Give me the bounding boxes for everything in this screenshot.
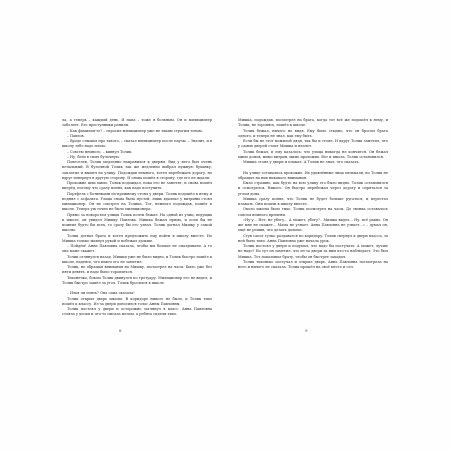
paragraph: Было страшно, как будто на всю улицу его было видно. Толик остановился и осмотрелся. Никого. Он быстро перебежал через дорогу и спрятался за углом дома.	[238, 181, 388, 196]
paragraph: – Совсем немного, – кивнул Толик.	[67, 149, 133, 154]
paragraph: Стук сапог гулко раздавался по коридору. Толик свернул к двери класса, за ней было тихо. Анна Павловна уже начала урок.	[238, 233, 388, 243]
right-page-text	[238, 118, 388, 270]
paragraph: Мишка, подождав, посмотрел на брата, когда тот всё же подошёл к нему, и Толик, не торопясь, пошёл к школе.	[238, 118, 388, 128]
paragraph: Толик открыл дверь школы. В коридоре никого не было, и Толик тихо пошёл к классу. Из-за двери доносился голос Анны Павловны.	[62, 296, 212, 306]
paragraph: На улице оставались прохожие. Их удивлённые лица мелькали, но Толик не обращал на них никакого внимания.	[238, 170, 388, 180]
paragraph: Портфель с ботинками по-прежнему стоял у двери. Толик подошёл к нему и поднял с асфальта. Улица снова была пустой, лишь вдалеке у витрины стоял милиционер. Он не смотрел на Толика. Тот, немного подождав, пошёл к школе. Теперь уж точно не было милиционера.	[62, 191, 212, 212]
paragraph: Толик догнал брата и хотел предложить ему пойти в школу вместе. Но Мишка только махнул рукой и побежал дальше.	[62, 233, 212, 243]
right-page-number: 9	[305, 328, 308, 333]
paragraph: Толик бежал, ничего не видя. Ему было стыдно, что он бросил брата одного, и теперь не знал, как ему быть.	[238, 128, 388, 138]
paragraph: Толик тихонько постучал и открыл дверь. Анна Павловна посмотрела на него и ничего не сказала. Толик прошёл на своё место и сел.	[238, 259, 388, 269]
paragraph: Если бы не этот пожилой дядя, так бы и стоял. И вдруг Толик заметил, что у самых дверей стоит Мишка и плачет.	[238, 139, 388, 149]
paragraph: Прохожие шли мимо. Толик подождал, пока его не заметят, и снова пошёл вперёд, потому что сразу понял, как надо поступить.	[62, 181, 212, 191]
paragraph: Мишка стоял у двери и плакал. А Толик не знал, что сказать.	[243, 160, 360, 164]
paragraph: Толик бежал, и ему казалось, что улица никогда не кончится. Он бежал мимо домов, мимо витрин, мимо прохожих. Вот и школа. Толик остановился.	[238, 149, 388, 159]
right-page	[225, 0, 450, 450]
paragraph: Толик постоял у двери и подумал, что надо бы постучать. А может, лучше не надо? Но тут он заметил, что из-за двери за ним кто-то наблюдает. Это был Мишка. Тот показывал брату, чтобы он быстрее заходил.	[238, 244, 388, 259]
paragraph: Тихонечко, боком Толик двинулся по тротуару. Милиционер его не видел, и Толик быстро зашёл за угол. Толик бросился к школе.	[62, 275, 212, 285]
paragraph: – Пойдём! Анна Павловна сказала, чтобы мы больше не опаздывали. А то она маме скажет.	[62, 244, 212, 254]
paragraph: Мишка сразу понял, что Толик не будет больше ругаться, и перестал плакать. Они пошли в школу вместе.	[238, 196, 388, 206]
left-page-number: 8	[119, 328, 122, 333]
paragraph: ла, а теперь – каждый день. И папа – тоже я больным. Он и милиционер заболеет. Его преступники ранили.	[62, 118, 212, 128]
paragraph: – Павлов.	[67, 133, 85, 138]
paragraph: Толик оглянулся назад. Мишки уже не было видно, и Толик быстро пошёл к школе, надеясь, что никто его не заметил.	[62, 254, 212, 264]
paragraph: Толик постоял у двери и осторожно заглянул в класс. Анна Павловна стояла у доски и что-то писала мелом, а ребята сидели тихо.	[62, 307, 212, 317]
paragraph: – Вроде слышал про такого, – сказал милиционер после паузы. – Значит, и в школу тебе надо плохо.	[62, 139, 212, 149]
paragraph: – Илья ли опять? Она сама сказала!	[67, 291, 135, 296]
paragraph: Толик, не обращая внимания на Мишку, посмотрел на часы. Было уже без пяти девять, и надо было торопиться.	[62, 265, 212, 275]
paragraph: Прямо за поворотом улицы Толик почти бежал. На одной из улиц, ведущих к школе, он увидел Мишку Павлова. Мишка бежал прямо, и если бы не помнил будто бы всех, то сразу бы его узнал. Толик догнал Мишку у самой школы.	[62, 212, 212, 233]
paragraph: Около школы было тихо. Толик посмотрел на часы. До звонка оставалось совсем немного времени.	[238, 207, 388, 217]
paragraph: – Как фамилия-то? – спросил милиционер уже не таким строгим тоном.	[67, 128, 203, 133]
paragraph: – Ну, беги в свою булочную.	[67, 154, 121, 159]
paragraph: «Ну-у... Нет, не убегу... А может, убегу?.. Мишка видел... Ну, всё равно. Он же мне не скажет... Мама не узнает. Анна Павловна не узнает...» – думал он, ещё не решив, что делать дальше.	[238, 217, 388, 233]
left-page-text	[62, 118, 212, 318]
paragraph: Повеселев, Толик медленно направился к дверям. Вид у него был очень печальный. В булочной Толик так же медленно выбрал нужную буханку, заплатил и вышел на улицу. Подождав немного, хотел перебежать дорогу, но вдруг повернул в другую сторону. И снова пошёл в сторону, где его не ждали.	[62, 160, 212, 180]
